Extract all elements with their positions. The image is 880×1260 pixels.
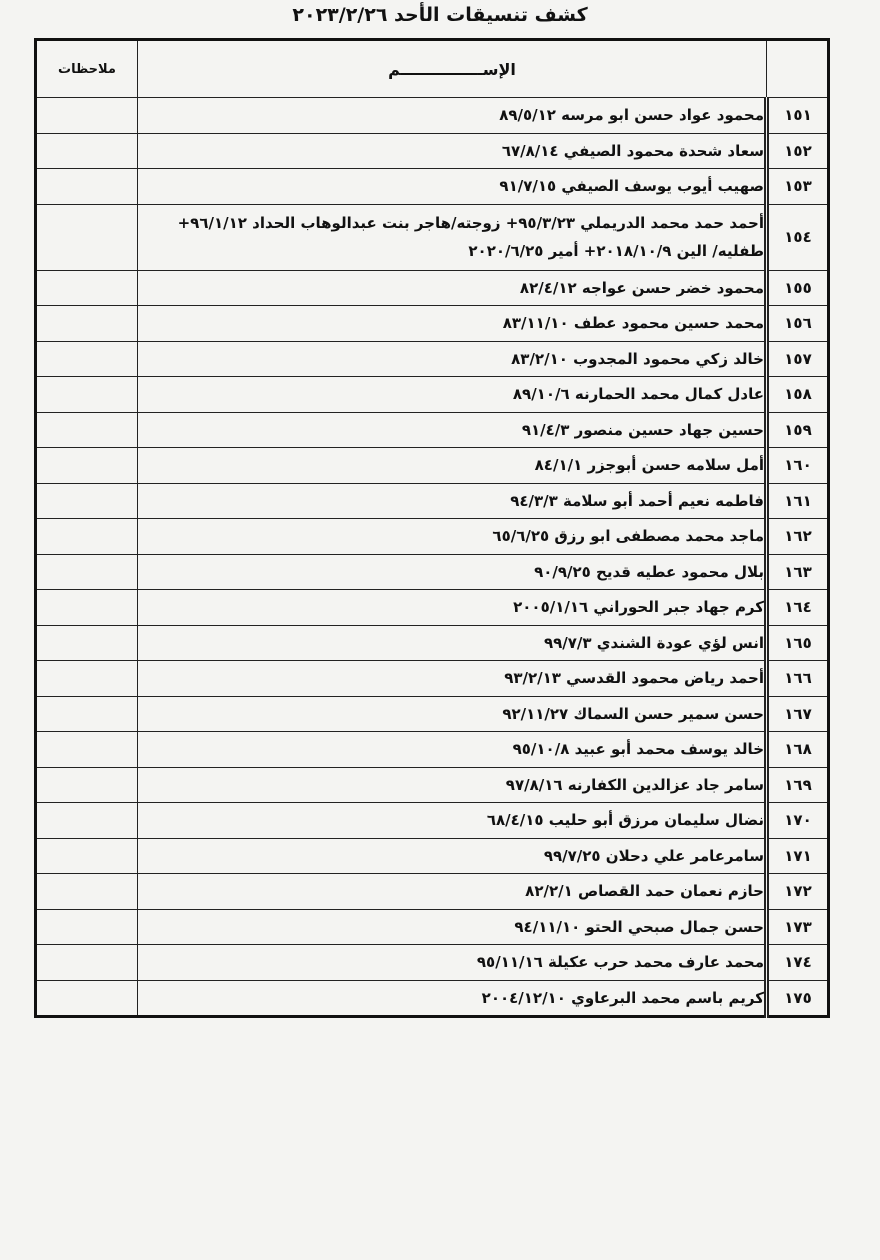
row-notes — [36, 448, 138, 484]
row-name: فاطمه نعيم أحمد أبو سلامة ٩٤/٣/٣ — [138, 483, 767, 519]
row-notes — [36, 483, 138, 519]
row-name: محمد عارف محمد حرب عكيلة ٩٥/١١/١٦ — [138, 945, 767, 981]
row-number: ١٥٤ — [767, 204, 829, 270]
table-row — [36, 803, 829, 839]
table-row — [36, 661, 829, 697]
table-row — [36, 732, 829, 768]
table-row — [36, 412, 829, 448]
row-number: ١٥٦ — [767, 306, 829, 342]
row-name — [138, 204, 767, 270]
row-number: ١٧٤ — [767, 945, 829, 981]
row-name: أحمد رياض محمود القدسي ٩٣/٢/١٣ — [138, 661, 767, 697]
row-notes — [36, 838, 138, 874]
row-number: ١٦٢ — [767, 519, 829, 555]
row-notes — [36, 98, 138, 134]
row-notes — [36, 519, 138, 555]
row-name: سامرعامر علي دحلان ٩٩/٧/٢٥ — [138, 838, 767, 874]
row-number: ١٦٦ — [767, 661, 829, 697]
table-row — [36, 169, 829, 205]
row-notes — [36, 133, 138, 169]
table-row — [36, 874, 829, 910]
table-row — [36, 377, 829, 413]
row-notes — [36, 625, 138, 661]
row-number: ١٥٥ — [767, 270, 829, 306]
header-notes: ملاحظات — [36, 40, 138, 98]
table-row — [36, 98, 829, 134]
row-number: ١٥٣ — [767, 169, 829, 205]
table-row — [36, 625, 829, 661]
row-name: حازم نعمان حمد القصاص ٨٢/٢/١ — [138, 874, 767, 910]
row-number: ١٦٠ — [767, 448, 829, 484]
row-name: سامر جاد عزالدين الكفارنه ٩٧/٨/١٦ — [138, 767, 767, 803]
row-notes — [36, 909, 138, 945]
row-notes — [36, 732, 138, 768]
row-notes — [36, 590, 138, 626]
row-number: ١٦٩ — [767, 767, 829, 803]
row-name: كرم جهاد جبر الحوراني ٢٠٠٥/١/١٦ — [138, 590, 767, 626]
row-number: ١٥٩ — [767, 412, 829, 448]
row-number: ١٧١ — [767, 838, 829, 874]
table-row — [36, 448, 829, 484]
row-number: ١٧٠ — [767, 803, 829, 839]
names-table — [34, 38, 830, 1018]
table-row — [36, 909, 829, 945]
row-notes — [36, 306, 138, 342]
row-name: انس لؤي عودة الشندي ٩٩/٧/٣ — [138, 625, 767, 661]
row-notes — [36, 874, 138, 910]
row-notes — [36, 767, 138, 803]
row-number: ١٥٢ — [767, 133, 829, 169]
table-body — [36, 98, 829, 1017]
row-number: ١٧٢ — [767, 874, 829, 910]
row-notes — [36, 803, 138, 839]
row-notes — [36, 204, 138, 270]
row-name: خالد يوسف محمد أبو عبيد ٩٥/١٠/٨ — [138, 732, 767, 768]
row-name: حسن جمال صبحي الحتو ٩٤/١١/١٠ — [138, 909, 767, 945]
row-name: عادل كمال محمد الحمارنه ٨٩/١٠/٦ — [138, 377, 767, 413]
row-notes — [36, 412, 138, 448]
row-notes — [36, 980, 138, 1017]
table-row — [36, 341, 829, 377]
row-notes — [36, 341, 138, 377]
row-name: صهيب أيوب يوسف الصيفي ٩١/٧/١٥ — [138, 169, 767, 205]
row-name: خالد زكي محمود المجدوب ٨٣/٢/١٠ — [138, 341, 767, 377]
table-row — [36, 945, 829, 981]
table-row — [36, 554, 829, 590]
table-row — [36, 519, 829, 555]
row-notes — [36, 661, 138, 697]
row-name: حسن سمير حسن السماك ٩٢/١١/٢٧ — [138, 696, 767, 732]
row-number: ١٦٨ — [767, 732, 829, 768]
page-title: كشف تنسيقات الأحد ٢٠٢٣/٢/٢٦ — [292, 4, 588, 26]
row-notes — [36, 554, 138, 590]
row-name: سعاد شحدة محمود الصيفي ٦٧/٨/١٤ — [138, 133, 767, 169]
row-name: حسين جهاد حسين منصور ٩١/٤/٣ — [138, 412, 767, 448]
table-row — [36, 590, 829, 626]
row-number: ١٦٧ — [767, 696, 829, 732]
row-number: ١٧٥ — [767, 980, 829, 1017]
table-row — [36, 483, 829, 519]
row-name: ماجد محمد مصطفى ابو رزق ٦٥/٦/٢٥ — [138, 519, 767, 555]
row-number: ١٧٣ — [767, 909, 829, 945]
row-number: ١٦١ — [767, 483, 829, 519]
row-number: ١٦٣ — [767, 554, 829, 590]
table-row — [36, 204, 829, 270]
row-name-line-1: أحمد حمد محمد الدريملي ٩٥/٣/٢٣+ زوجته/هاجر بنت عبدالوهاب الحداد ٩٦/١/١٢+ — [177, 214, 764, 232]
row-number: ١٥٨ — [767, 377, 829, 413]
row-name: كريم باسم محمد البرعاوي ٢٠٠٤/١٢/١٠ — [138, 980, 767, 1017]
table-row — [36, 133, 829, 169]
row-name: أمل سلامه حسن أبوجزر ٨٤/١/١ — [138, 448, 767, 484]
table-row — [36, 306, 829, 342]
table-row — [36, 767, 829, 803]
table-row — [36, 270, 829, 306]
row-notes — [36, 945, 138, 981]
table-header-row — [36, 40, 829, 98]
row-name: محمود عواد حسن ابو مرسه ٨٩/٥/١٢ — [138, 98, 767, 134]
row-number: ١٥٧ — [767, 341, 829, 377]
header-name: الإســـــــــــــــم — [138, 40, 767, 98]
row-name: بلال محمود عطيه قديح ٩٠/٩/٢٥ — [138, 554, 767, 590]
row-notes — [36, 169, 138, 205]
row-number: ١٦٥ — [767, 625, 829, 661]
row-name-line-2: طفليه/ الين ٢٠١٨/١٠/٩+ أمير ٢٠٢٠/٦/٢٥ — [468, 242, 764, 260]
row-name: محمود خضر حسن عواجه ٨٢/٤/١٢ — [138, 270, 767, 306]
row-notes — [36, 270, 138, 306]
table-row — [36, 838, 829, 874]
row-notes — [36, 377, 138, 413]
table-row — [36, 696, 829, 732]
header-number — [767, 40, 829, 98]
row-number: ١٦٤ — [767, 590, 829, 626]
row-name: نضال سليمان مرزق أبو حليب ٦٨/٤/١٥ — [138, 803, 767, 839]
row-name: محمد حسين محمود عطف ٨٣/١١/١٠ — [138, 306, 767, 342]
row-notes — [36, 696, 138, 732]
row-number: ١٥١ — [767, 98, 829, 134]
table-row — [36, 980, 829, 1017]
